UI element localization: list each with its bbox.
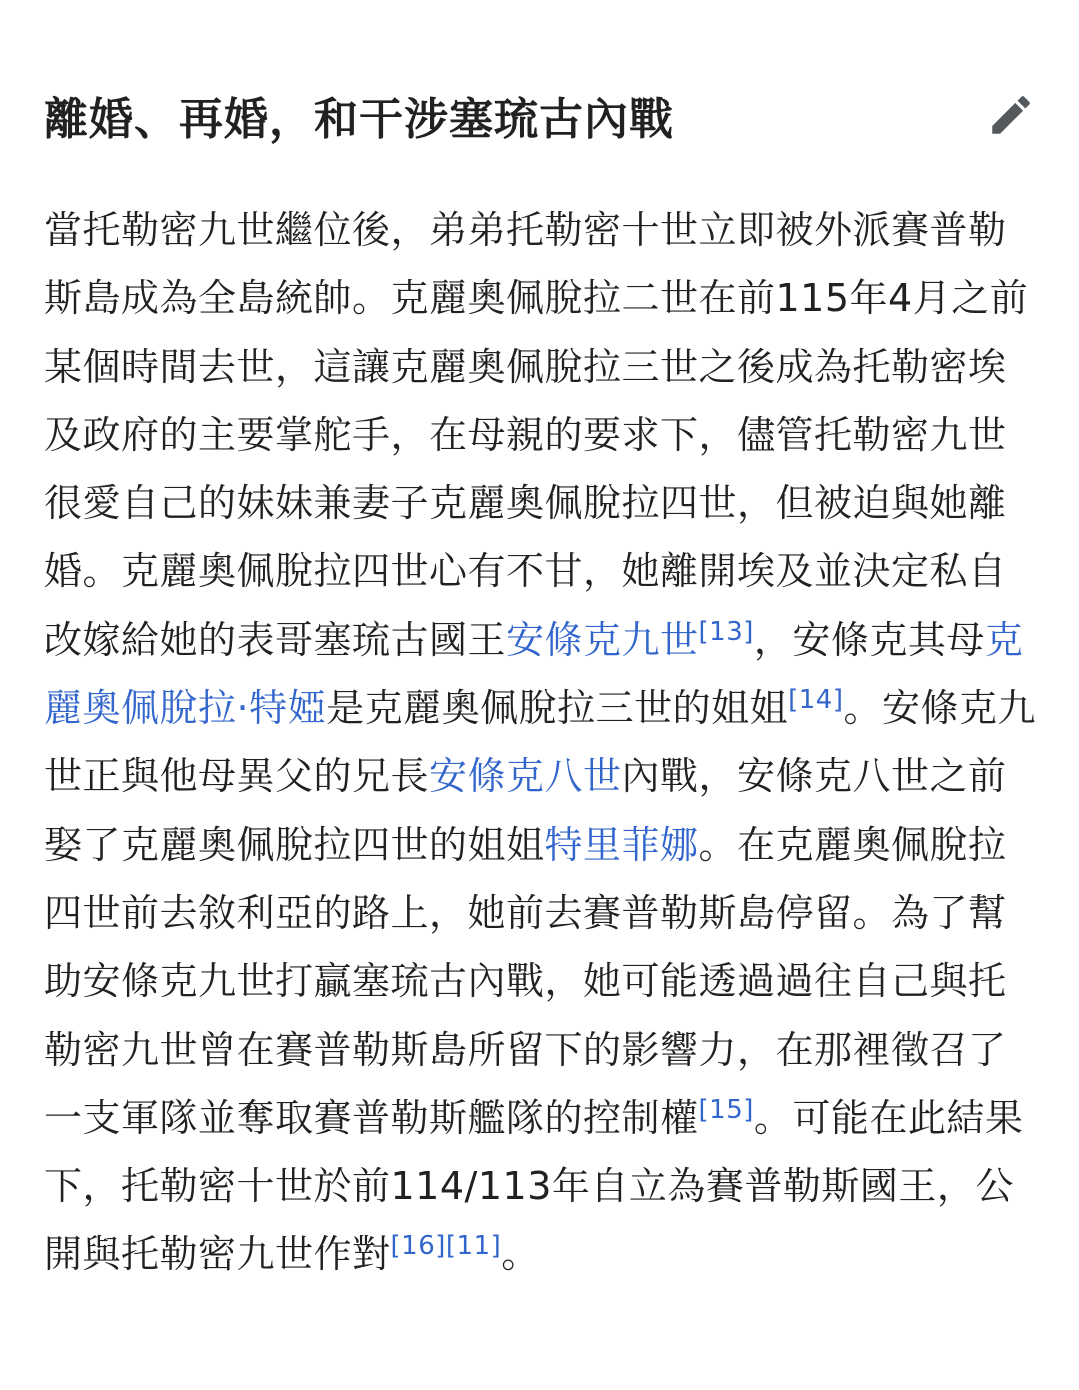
citation-link[interactable]: [16] xyxy=(390,1231,446,1262)
text-run: ，安條克其母 xyxy=(753,617,985,662)
text-run: 當托勒密九世繼位後，弟弟托勒密十世立即被外派賽普勒斯島成為全島統帥。克麗奧佩脫拉二世在前115年4月之前某個時間去世，這讓克麗奧佩脫拉三世之後成為托勒密埃及政府的主要掌舵手，在母親的要求下，儘管托勒密九世很愛自己的妹妹兼妻子克麗奧佩脫拉四世，但被迫與她離婚。克麗奧佩脫拉四世心有不甘，她離開埃及並決定私自改嫁給她的表哥塞琉古國王 xyxy=(44,208,1029,662)
text-run: 內戰，安條克八世之前娶了克麗奧佩脫拉四世的姐姐 xyxy=(44,754,1007,867)
citation-16[interactable] xyxy=(391,1231,446,1261)
link-antiochus-viii[interactable]: 安條克八世 xyxy=(429,754,622,799)
edit-section-button[interactable] xyxy=(983,87,1039,143)
link-cleopatra-thea[interactable]: 克麗奧佩脫拉·特婭 xyxy=(44,617,1024,731)
text-run: 是克麗奧佩脫拉三世的姐姐 xyxy=(326,686,789,731)
citation-link[interactable]: [14] xyxy=(788,685,844,716)
text-run: 。在克麗奧佩脫拉四世前去敘利亞的路上，她前去賽普勒斯島停留。為了幫助安條克九世打贏塞琉古內戰，她可能透過過往自己與托勒密九世曾在賽普勒斯島所留下的影響力，在那裡徵召了一支軍隊並奪取賽普勒斯艦隊的控制權 xyxy=(44,822,1007,1140)
article-paragraph xyxy=(44,196,1039,1289)
text-run: 。安條克九世正與他母異父的兄長 xyxy=(44,686,1036,799)
citation-link[interactable]: [15] xyxy=(698,1094,754,1125)
citation-14[interactable] xyxy=(788,685,843,715)
citation-link[interactable]: [13] xyxy=(698,616,754,647)
section-header xyxy=(44,80,1039,150)
link-antiochus-ix[interactable]: 安條克九世 xyxy=(506,617,699,662)
citation-link[interactable]: [11] xyxy=(445,1231,502,1262)
text-run: 。可能在此結果下，托勒密十世於前114/113年自立為賽普勒斯國王，公開與托勒密九世作對 xyxy=(44,1095,1024,1277)
citation-11[interactable] xyxy=(446,1231,501,1261)
section-title: 離婚、再婚，和干涉塞琉古內戰 xyxy=(44,94,674,145)
citation-13[interactable] xyxy=(699,617,754,647)
pencil-icon xyxy=(986,90,1036,140)
link-tryphaena[interactable]: 特里菲娜 xyxy=(544,822,699,867)
text-run: 。 xyxy=(501,1232,540,1277)
citation-15[interactable] xyxy=(699,1095,754,1125)
